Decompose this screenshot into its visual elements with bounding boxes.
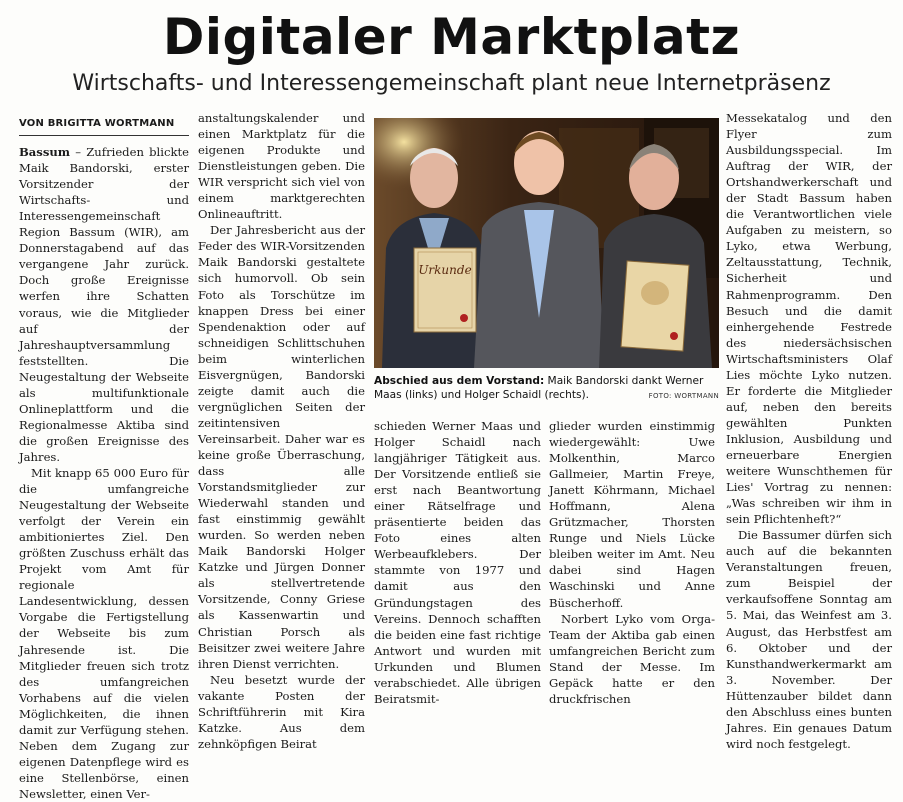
certificate-title: Urkunde bbox=[418, 263, 472, 277]
paragraph: Der Jahresbericht aus der Feder des WIR-Vorsitzenden Maik Bandorski gestaltete sich humorvoll. Ob sein Foto als Torschütze im knappen Dress bei einer Spendenaktion oder auf schneidigen Schlittschuhen beim winterlichen Eisvergnügen, Bandorski zeigte damit auch die vergnüglichen Seiten der zeitintensiven Vereinsarbeit. Daher war es keine große Überraschung, dass alle Vorstandsmitglieder zur Wiederwahl standen und fast einstimmig gewählt wurden. So werden neben Maik Bandorski Holger Katzke und Jürgen Donner als stellvertretende Vorsitzende, Conny Griese als Kassenwartin und Christian Porsch als Beisitzer zwei weitere Jahre ihren Dienst verrichten. bbox=[198, 223, 365, 671]
article-photo bbox=[374, 118, 719, 368]
column-4 bbox=[549, 418, 715, 706]
paragraph-lead bbox=[19, 144, 189, 465]
photo-caption bbox=[374, 374, 719, 402]
subheadline: Wirtschafts- und Interessengemeinschaft plant neue Internetpräsenz bbox=[72, 71, 831, 96]
certificate-left bbox=[414, 248, 476, 332]
paragraph: Mit knapp 65 000 Euro für die umfangreiche Neugestaltung der Webseite verfolgt der Verein ein ambitioniertes Ziel. Den größten Zuschuss erhält das Projekt vom Amt für regionale Landesentwicklung, dessen Vorgabe die Fertigstellung der Webseite bis zum Jahresende ist. Die Mitglieder freuen sich trotz des umfangreichen Vorhabens auf die vielen Möglichkeiten, die ihnen damit zur Verfügung stehen. Neben dem Zugang zur eigenen Datenpflege wird es eine Stellenbörse, einen Newsletter, einen Ver- bbox=[19, 465, 189, 801]
caption-text: Maik Bandorski dankt Werner Maas (links) und Holger Schaidl (rechts). bbox=[374, 375, 704, 401]
column-2 bbox=[198, 110, 365, 751]
photo-illustration bbox=[374, 118, 719, 368]
headline: Digitaler Marktplatz bbox=[162, 8, 741, 66]
dateline: Bassum bbox=[19, 145, 71, 160]
paragraph-text: – Zufrieden blickte Maik Bandorski, erster Vorsitzender der Wirtschafts- und Interessengemeinschaft Region Bassum (WIR), am Donnerstagabend auf das vergangene Jahr zurück. Doch große Ereignisse werfen ihre Schatten voraus, wie die Mitglieder auf der Jahreshauptversammlung feststellten. Die Neugestaltung der Webseite als multifunktionale Onlineplattform und die Regionalmesse Aktiba sind die großen Ereignisse des Jahres. bbox=[19, 145, 189, 464]
column-5 bbox=[726, 110, 892, 751]
column-1 bbox=[19, 110, 189, 801]
paragraph: Neu besetzt wurde der vakante Posten der Schriftführerin mit Kira Katzke. Aus dem zehnköpfigen Beirat bbox=[198, 672, 365, 751]
paragraph: glieder wurden einstimmig wiedergewählt: Uwe Molkenthin, Marco Gallmeier, Martin Freye, Janett Köhrmann, Michael Hoffmann, Alena Grützmacher, Thorsten Runge und Niels Lücke bleiben weiter im Amt. Neu dabei sind Hagen Waschinski und Anne Büscherhoff. bbox=[549, 419, 715, 610]
caption-title: Abschied aus dem Vorstand: bbox=[374, 375, 545, 387]
byline: VON BRIGITTA WORTMANN bbox=[19, 116, 189, 136]
paragraph: anstaltungskalender und einen Marktplatz für die eigenen Produkte und Dienstleistungen geben. Die WIR verspricht sich viel von einem marktgerechten Onlineauftritt. bbox=[198, 111, 365, 222]
photo-credit: FOTO: WORTMANN bbox=[648, 392, 719, 400]
column-3 bbox=[374, 418, 541, 706]
paragraph: schieden Werner Maas und Holger Schaidl nach langjähriger Tätigkeit aus. Der Vorsitzende entließ sie erst nach Beantwortung einer Rätselfrage und präsentierte beiden das Foto eines alten Werbeaufklebers. Der stammte von 1977 und damit aus den Gründungstagen des Vereins. Dennoch schafften die beiden eine fast richtige Antwort und wurden mit Urkunden und Blumen verabschiedet. Alle übrigen Beiratsmit- bbox=[374, 419, 541, 706]
certificate-right bbox=[621, 261, 689, 351]
paragraph: Messekatalog und den Flyer zum Ausbildungsspecial. Im Auftrag der WIR, der Ortshandwerkerschaft und der Stadt Bassum haben die Verantwortlichen viele Aufgaben zu meistern, so Lyko, etwa Werbung, Zeltausstattung, Technik, Sicherheit und Rahmenprogramm. Den Besuch und die damit einhergehende Festrede des niedersächsischen Wirtschaftsministers Olaf Lies möchte Lyko nutzen. Er forderte die Mitglieder auf, neben den bereits gewählten Punkten Inklusion, Ausbildung und erneuerbare Energien weitere Wunschthemen für Lies' Vortrag zu nennen: „Was schreiben wir ihm in sein Pflichtenheft?“ bbox=[726, 111, 892, 527]
paragraph: Norbert Lyko vom Orga-Team der Aktiba gab einen umfangreichen Bericht zum Stand der Messe. Im Gepäck hatte er den druckfrischen bbox=[549, 611, 715, 706]
paragraph: Die Bassumer dürfen sich auch auf die bekannten Veranstaltungen freuen, zum Beispiel der verkaufsoffene Sonntag am 5. Mai, das Weinfest am 3. August, das Herbstfest am 6. Oktober und der Kunsthandwerkermarkt am 3. November. Der Hüttenzauber bildet dann den Abschluss eines bunten Jahres. Ein genaues Datum wird noch festgelegt. bbox=[726, 528, 892, 751]
